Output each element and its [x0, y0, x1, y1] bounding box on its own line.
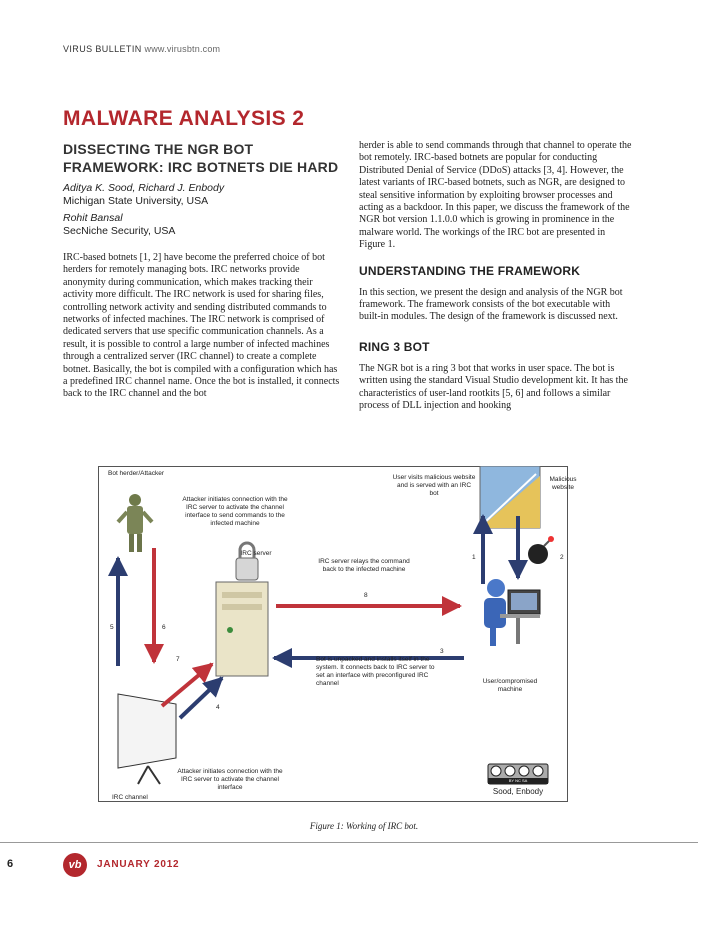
- right-column: [359, 140, 633, 413]
- step-number-4: 4: [216, 704, 220, 711]
- step-number-8: 8: [364, 592, 368, 599]
- label-user-visits: User visits malicious website and is served with an IRC bot: [392, 474, 476, 497]
- publication-name: VIRUS BULLETIN: [63, 44, 142, 54]
- label-irc-channel: IRC channel: [112, 794, 148, 801]
- issue-date: JANUARY 2012: [97, 859, 180, 870]
- bomb-icon: [528, 536, 554, 564]
- step-number-6: 6: [162, 624, 166, 631]
- label-malicious-website: Malicious website: [549, 476, 577, 491]
- label-irc-relays: IRC server relays the command back to the infected machine: [318, 558, 410, 573]
- page-number: 6: [7, 858, 14, 870]
- publication-url[interactable]: www.virusbtn.com: [144, 44, 221, 54]
- vb-logo-icon: vb: [63, 853, 87, 877]
- affiliation-secondary: SecNiche Security, USA: [63, 225, 176, 237]
- label-attacker-initiates-2: Attacker initiates connection with the IRC server to activate the channel interface: [177, 768, 283, 791]
- affiliation-primary: Michigan State University, USA: [63, 195, 209, 207]
- authors-secondary: Rohit Bansal: [63, 212, 123, 224]
- running-header: [63, 44, 220, 54]
- footer-rule: [0, 842, 698, 843]
- article-title: DISSECTING THE NGR BOT FRAMEWORK: IRC BOTNETS DIE HARD: [63, 141, 339, 175]
- step-number-2: 2: [560, 554, 564, 561]
- compromised-user-icon: [484, 579, 540, 646]
- section-title: MALWARE ANALYSIS 2: [63, 107, 305, 130]
- figure-irc-bot: [98, 466, 577, 802]
- framework-paragraph: In this section, we present the design and analysis of the NGR bot framework. The framework consists of the bot executable with built-in modules. The design of the framework is discussed next.: [359, 286, 623, 323]
- intro-continued-paragraph: herder is able to send commands through that channel to operate the bot remotely. IRC-based botnets are popular for conducting Distributed Denial of Service (DDoS) attacks [3, 4]. However, the latest variants of IRC-based botnets, such as NGR, are designed to steal sensitive information by exploiting browser processes and acting as a backdoor. In this paper, we discuss the framework of the NGR bot version 1.1.0.0 which is growing in prominence in the malware world. The workings of the IRC bot are presented in Figure 1.: [359, 140, 632, 251]
- left-column: [63, 140, 341, 401]
- label-user-machine: User/compromised machine: [482, 678, 538, 693]
- step-number-7: 7: [176, 656, 180, 663]
- label-attacker-initiates: Attacker initiates connection with the IRC server to activate the channel interface to send commands to the infected machine: [182, 496, 288, 527]
- label-irc-server: IRC server: [240, 550, 272, 557]
- soldier-icon: [118, 494, 152, 552]
- step-number-5: 5: [110, 624, 114, 631]
- irc-server-icon: [216, 543, 268, 676]
- step-number-1: 1: [472, 554, 476, 561]
- intro-paragraph: IRC-based botnets [1, 2] have become the preferred choice of bot herders for remotely managing bots. IRC networks provide anonymity during communication, which makes tracking their activity more difficult. The IRC network is used for sharing files, controlling network activity and sending distributed commands to networks of infected machines. The IRC network is comprised of dedicated servers that use specific communication channels. As a result, it is possible to control a large number of infected machines through a centralized server (IRC channel) to create a complete botnet. Basically, the bot is compiled with a configuration which has a predefined IRC channel name. Once the bot is installed, it connects back to the IRC channel and the bot: [63, 252, 340, 400]
- arrow-7: [162, 664, 212, 706]
- step-number-3: 3: [440, 648, 444, 655]
- label-bot-herder: Bot herder/Attacker: [108, 470, 164, 477]
- cc-badge-text: BY NC SA: [508, 778, 528, 783]
- heading-understanding-framework: UNDERSTANDING THE FRAMEWORK: [359, 263, 581, 278]
- malicious-website-icon: [480, 466, 540, 528]
- figure-caption: Figure 1: Working of IRC bot.: [309, 821, 419, 831]
- label-bot-unpacked: Bot is unpacked and installs itself in the system. It connects back to IRC server to set an interface with preconfigured IRC channel: [316, 656, 435, 687]
- figure-graphic: [98, 466, 568, 802]
- heading-ring3-bot: RING 3 BOT: [359, 339, 430, 354]
- irc-channel-screen-icon: [118, 694, 176, 784]
- authors-primary: Aditya K. Sood, Richard J. Enbody: [63, 182, 225, 194]
- label-credit: Sood, Enbody: [492, 787, 544, 796]
- ring3-paragraph: The NGR bot is a ring 3 bot that works in user space. The bot is written using the standard Visual Studio development kit. It has the characteristics of user-land rootkits [5, 6] and follows a similar process of DLL injection and hooking: [359, 362, 628, 412]
